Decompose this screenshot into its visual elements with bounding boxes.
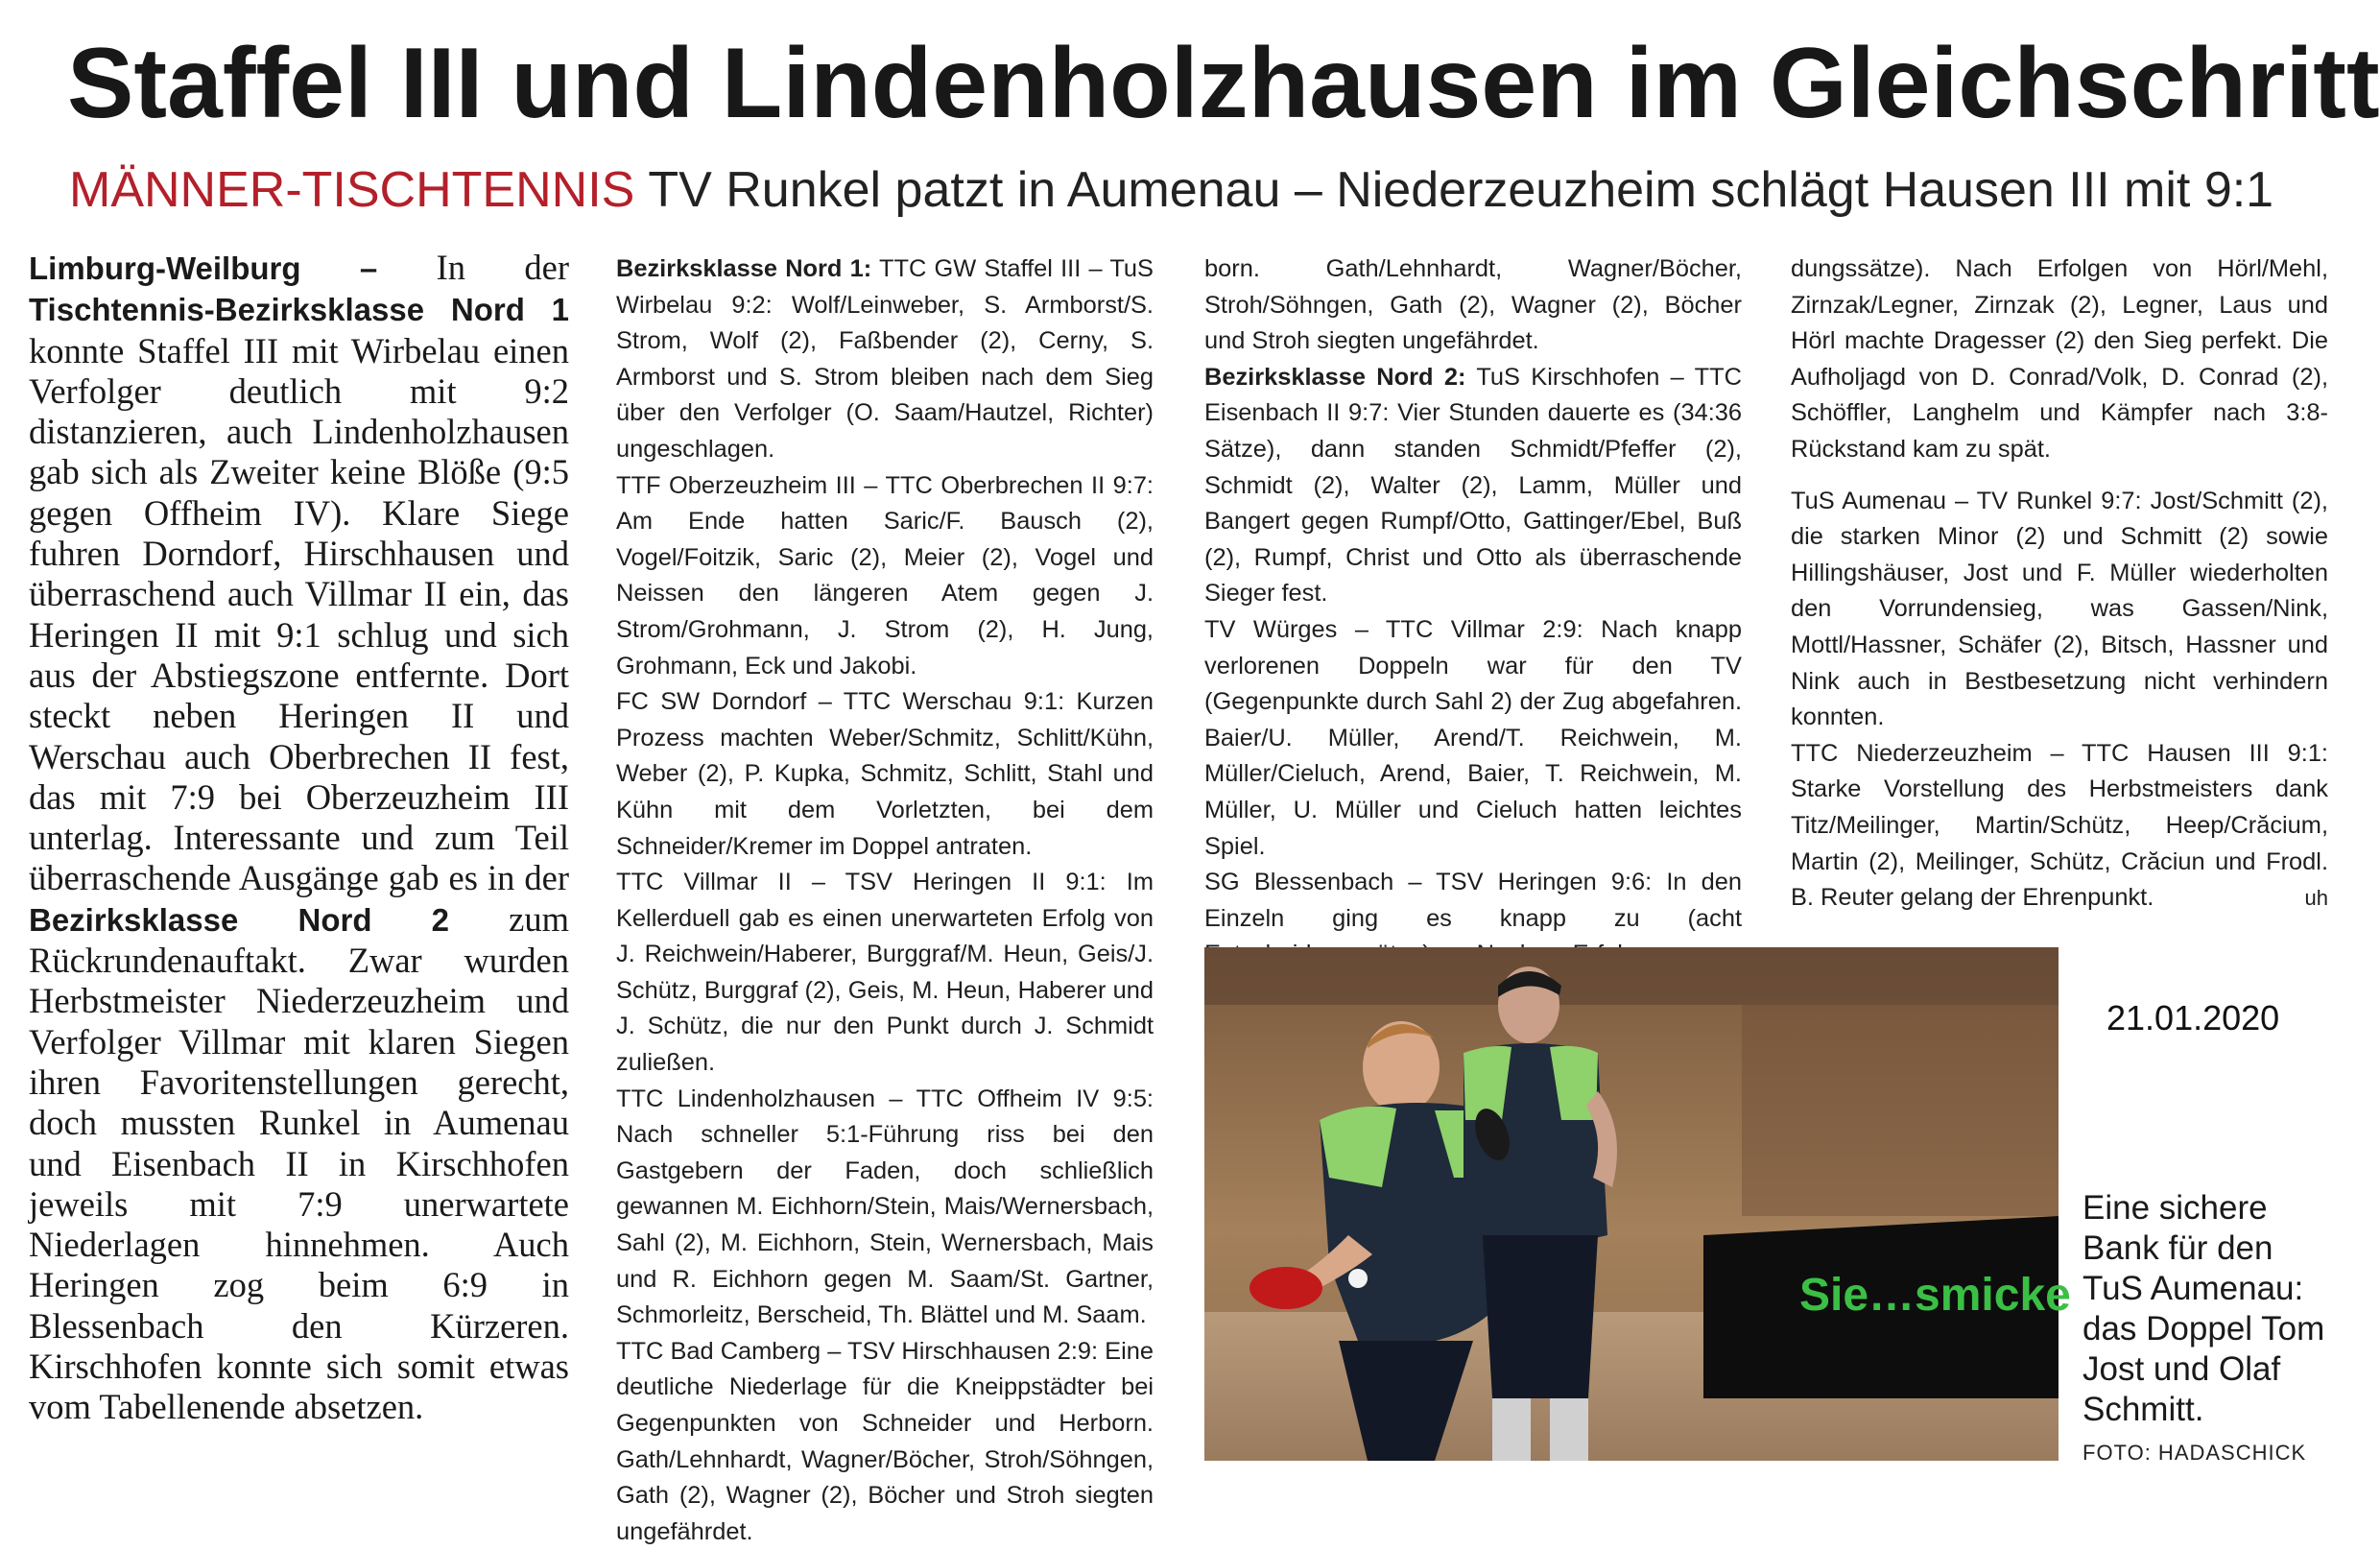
- result-paragraph: [1791, 736, 2328, 917]
- result-text: TTC Niederzeuzheim – TTC Hausen III 9:1: Starke Vorstellung des Herbstmeisters dank Titz/Meilinger, Martin/Schütz, Heep/Crăcium, Martin (2), Meilinger, Schütz, Crăciun und Frodl. B. Reuter gelang der Ehrenpunkt.: [1791, 739, 2328, 912]
- result-paragraph-continued: TTC Bad Camberg – TSV Hirschhausen 2:9: Eine deutliche Niederlage für die Kneippstädter bei Gegenpunkten von Schneider und Herborn. Gath/Lehnhardt, Wagner/Böcher, Stroh/Söhngen, Gath (2), Wagner (2), Böcher und Stroh siegten ungefährdet.: [616, 1337, 1154, 1545]
- result-paragraph-continuation: born. Gath/Lehnhardt, Wagner/Böcher, Stroh/Söhngen, Gath (2), Wagner (2), Böcher und Stroh siegten ungefährdet.: [1204, 255, 1742, 355]
- photo-caption: Eine sichere Bank für den TuS Aumenau: das Doppel Tom Jost und Olaf Schmitt.: [2082, 1189, 2325, 1428]
- intro-bold-1: Tischtennis-Bezirksklasse Nord 1: [29, 292, 569, 328]
- dateline: Limburg-Weilburg –: [29, 250, 378, 286]
- banner-text: Sie…smicke: [1799, 1270, 2071, 1321]
- result-paragraph: TTC Villmar II – TSV Heringen II 9:1: Im Kellerduell gab es einen unerwarteten Erfolg von J. Reichwein/Haberer, Burggraf/M. Heun, Geis/J. Schütz, Burggraf (2), Geis, M. Heun, Haberer und J. Schütz, die nur den Punkt durch J. Schmidt zuließen.: [616, 869, 1154, 1077]
- intro-column: [29, 248, 569, 1428]
- result-paragraph: [616, 251, 1154, 468]
- subheadline: [69, 159, 2305, 221]
- intro-text-1: In der: [377, 248, 569, 287]
- intro-bold-2: Bezirksklasse Nord 2: [29, 901, 450, 938]
- intro-text-3: zum Rückrundenauftakt. Zwar wurden Herbstmeister Niederzeuzheim und Verfolger Villmar mit klaren Siegen ihren Favoritenstellungen gerecht, doch mussten Runkel in Aumenau und Eisenbach II in Kirschhofen jeweils mit 7:9 unerwartete Niederlagen hinnehmen. Auch Heringen zog beim 6:9 in Blessenbach den Kürzeren. Kirschhofen konnte sich somit etwas vom Tabellenende absetzen.: [29, 898, 570, 1427]
- article-photo: [1204, 947, 2071, 1461]
- sponsor-banner: [1703, 1216, 2071, 1398]
- headline: Staffel III und Lindenholzhausen im Gleichschritt: [67, 28, 2380, 139]
- section-kicker: MÄNNER-TISCHTENNIS: [69, 162, 635, 218]
- photo-credit: FOTO: HADASCHICK: [2082, 1441, 2307, 1465]
- result-paragraph: [1204, 360, 1742, 612]
- photo-illustration: [1204, 947, 2071, 1461]
- result-paragraph: TTF Oberzeuzheim III – TTC Oberbrechen II 9:7: Am Ende hatten Saric/F. Bausch (2), Vogel/Foitzik, Saric (2), Meier (2), Vogel und Neissen den längeren Atem gegen J. Strom/Grohmann, J. Strom (2), H. Jung, Grohmann, Eck und Jakobi.: [616, 471, 1154, 680]
- result-text: TTC GW Staffel III – TuS Wirbelau 9:2: Wolf/Leinweber, S. Armborst/S. Strom, Wolf (2), Faßbender (2), Cerny, S. Armborst und S. Strom bleiben nach dem Sieg über den Verfolger (O. Saam/Hautzel, Richter) ungeschlagen.: [616, 255, 1154, 463]
- subheadline-text: TV Runkel patzt in Aumenau – Niederzeuzheim schlägt Hausen III mit 9:1: [648, 162, 2274, 218]
- result-paragraph: TuS Aumenau – TV Runkel 9:7: Jost/Schmitt (2), die starken Minor (2) und Schmitt (2) sowie Hillingshäuser, Jost und F. Müller wiederholten den Vorrundensieg, was Gassen/Nink, Mottl/Hassner, Schäfer (2), Bitsch, Hassner und Nink auch in Bestbesetzung nicht verhindern konnten.: [1791, 487, 2328, 731]
- result-paragraph: TV Würges – TTC Villmar 2:9: Nach knapp verlorenen Doppeln war für den TV (Gegenpunkte durch Sahl 2) der Zug abgefahren. Baier/U. Müller, Arend/T. Reichwein, M. Müller/Cieluch, Arend, Baier, T. Reichwein, M. Müller, U. Müller und Cieluch hatten leichtes Spiel.: [1204, 615, 1742, 860]
- result-text: TuS Kirschhofen – TTC Eisenbach II 9:7: Vier Stunden dauerte es (34:36 Sätze), dann standen Schmidt/Pfeffer (2), Schmidt (2), Walter (2), Lamm, Müller und Bangert gegen Rumpf/Otto, Gattinger/Ebel, Buß (2), Rumpf, Christ und Otto als überraschende Sieger fest.: [1204, 363, 1742, 608]
- result-heading: Bezirksklasse Nord 2:: [1204, 363, 1466, 391]
- result-heading: Bezirksklasse Nord 1:: [616, 255, 872, 282]
- result-paragraph: TTC Lindenholzhausen – TTC Offheim IV 9:5: Nach schneller 5:1-Führung riss bei den Gastgebern der Faden, doch schließlich gewannen M. Eichhorn/Stein, Mais/Wernersbach, Sahl (2), M. Eichhorn, Stein, Wernersbach, Mais und R. Eichhorn gegen M. Saam/St. Gartner, Schmorleitz, Berscheid, Th. Blättel und M. Saam.: [616, 1085, 1154, 1329]
- results-column-3: [1204, 251, 1742, 937]
- results-column-4: [1791, 251, 2328, 917]
- publication-date: 21.01.2020: [2106, 998, 2280, 1037]
- intro-text-2: konnte Staffel III mit Wirbelau einen Verfolger deutlich mit 9:2 distanzieren, auch Lindenholzhausen gab sich als Zweiter keine Blöße (9:5 gegen Offheim IV). Klare Siege fuhren Dorndorf, Hirschhausen und überraschend auch Villmar II ein, das Heringen II mit 9:1 schlug und sich aus der Abstiegszone entfernte. Dort steckt neben Heringen II und Werschau auch Oberbrechen II fest, das mit 7:9 bei Oberzeuzheim III unterlag. Interessante und zum Teil überraschende Ausgänge gab es in der: [29, 330, 569, 898]
- result-paragraph-continued: SG Blessenbach – TSV Heringen 9:6: In den Einzeln ging es knapp zu (acht: [1204, 869, 1742, 932]
- result-paragraph-continuation: dungssätze). Nach Erfolgen von Hörl/Mehl, Zirnzak/Legner, Zirnzak (2), Legner, Laus und Hörl machte Dragesser (2) den Sieg perfekt. Die Aufholjagd von D. Conrad/Volk, D. Conrad (2), Schöffler, Langhelm und Kämpfer nach 3:8-Rückstand kam zu spät.: [1791, 255, 2328, 463]
- result-paragraph: FC SW Dorndorf – TTC Werschau 9:1: Kurzen Prozess machten Weber/Schmitz, Schlitt/Kühn, Weber (2), P. Kupka, Schmitz, Schlitt, Stahl und Kühn mit dem Vorletzten, bei dem Schneider/Kremer im Doppel antraten.: [616, 688, 1154, 860]
- author-signature: uh: [2304, 886, 2328, 911]
- results-column-2: [616, 251, 1154, 1545]
